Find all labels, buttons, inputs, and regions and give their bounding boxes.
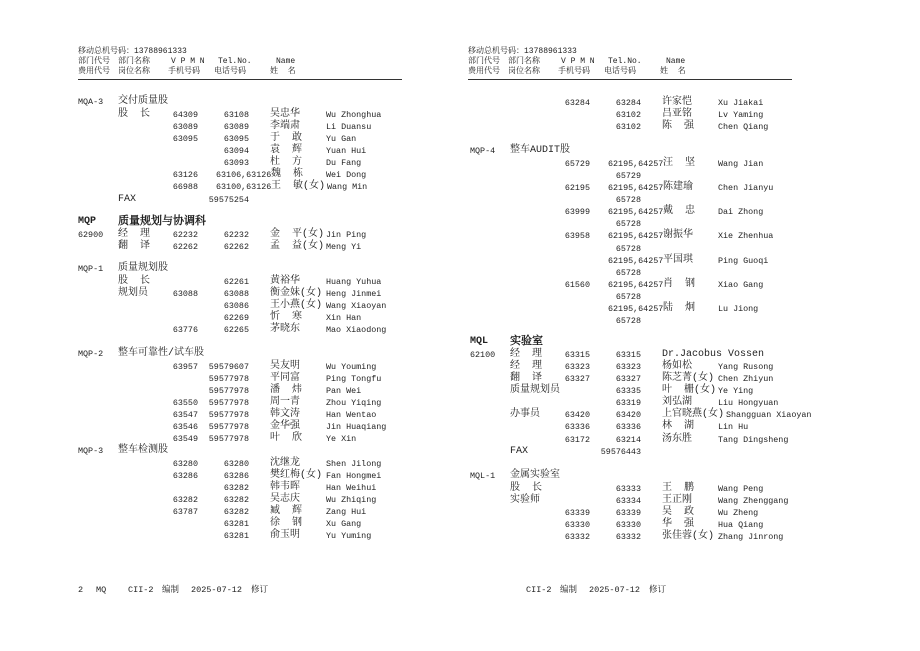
vpmn-number: 63332 bbox=[564, 532, 590, 543]
table-row bbox=[0, 279, 920, 291]
person-name-pinyin: Xu Gang bbox=[326, 519, 362, 530]
person-name-pinyin: Zhang Jinrong bbox=[718, 532, 784, 543]
person-name: 王 敏(女) bbox=[271, 181, 326, 193]
vpmn-number: 63547 bbox=[172, 410, 198, 421]
vpmn-number: 63088 bbox=[172, 288, 198, 299]
vpmn-number: 66988 bbox=[172, 182, 198, 193]
vpmn-number: 63550 bbox=[172, 397, 198, 408]
person-name-pinyin: Yu Gan bbox=[326, 133, 357, 144]
phone-number: 62195,64257 bbox=[608, 182, 664, 193]
table-row bbox=[0, 109, 920, 121]
person-name: 茅晓东 bbox=[270, 324, 300, 336]
phone-number: 63315 bbox=[615, 349, 641, 360]
section-heading bbox=[0, 336, 920, 348]
person-name-pinyin: Yang Rusong bbox=[718, 361, 774, 372]
vpmn-number: 62232 bbox=[172, 229, 198, 240]
column-header: V P M N bbox=[171, 57, 205, 66]
column-header: 部门代号 bbox=[78, 57, 110, 66]
vpmn-number: 63126 bbox=[172, 170, 198, 181]
person-name: 陆 炯 bbox=[663, 303, 696, 315]
phone-number: 63332 bbox=[615, 532, 641, 543]
phone-number: 62232 bbox=[223, 229, 249, 240]
table-row bbox=[0, 446, 920, 458]
column-header: Name bbox=[276, 57, 296, 66]
position-title: 办事员 bbox=[510, 409, 540, 421]
vpmn-number: 63420 bbox=[564, 410, 590, 421]
phone-number: 65728 bbox=[615, 219, 641, 230]
table-row bbox=[0, 519, 920, 531]
person-name: 俞玉明 bbox=[270, 530, 300, 542]
position-title: 股 长 bbox=[118, 108, 151, 120]
person-name-pinyin: Lv Yaming bbox=[718, 110, 764, 121]
table-row bbox=[0, 230, 920, 242]
phone-number: 63335 bbox=[615, 385, 641, 396]
person-name-pinyin: Pan Wei bbox=[326, 385, 362, 396]
person-name: 金 平(女) bbox=[270, 228, 325, 240]
vpmn-number: 63330 bbox=[564, 519, 590, 530]
footer-dept: MQ bbox=[96, 585, 107, 595]
person-name: 叶 欣 bbox=[270, 433, 303, 445]
phone-number: 63088 bbox=[223, 288, 249, 299]
person-name: 吴友明 bbox=[270, 360, 300, 372]
phone-number: 65728 bbox=[615, 243, 641, 254]
person-name: 张佳蓉(女) bbox=[662, 531, 715, 543]
phone-number: 63094 bbox=[223, 145, 249, 156]
person-name: Dr.Jacobus Vossen bbox=[662, 348, 765, 360]
phone-number: 59576443 bbox=[600, 446, 641, 457]
table-row bbox=[0, 194, 920, 206]
phone-number: 59577978 bbox=[208, 397, 249, 408]
column-subheader: 费用代号 bbox=[468, 67, 500, 76]
phone-number: 63282 bbox=[223, 482, 249, 493]
table-row bbox=[0, 409, 920, 421]
column-subheader: 手机号码 bbox=[558, 67, 590, 76]
column-subheader: 手机号码 bbox=[168, 67, 200, 76]
phone-number: 62261 bbox=[223, 276, 249, 287]
phone-number: 65729 bbox=[615, 170, 641, 181]
person-name-pinyin: Xin Han bbox=[326, 312, 362, 323]
column-subheader: 姓 名 bbox=[270, 67, 296, 76]
footer-date: 2025-07-12 bbox=[191, 585, 243, 595]
person-name-pinyin: Wu Zhonghua bbox=[326, 109, 382, 120]
person-name-pinyin: Lu Jiong bbox=[718, 304, 759, 315]
position-title: FAX bbox=[118, 193, 137, 205]
position-title: 股 长 bbox=[510, 482, 543, 494]
person-name-pinyin: Hua Qiang bbox=[718, 519, 764, 530]
cost-code: 62100 bbox=[470, 349, 496, 360]
person-name: 徐 钢 bbox=[270, 518, 303, 530]
person-name: 华 强 bbox=[662, 518, 695, 530]
section-title: 金属实验室 bbox=[510, 470, 560, 481]
column-header: 部门名称 bbox=[118, 57, 150, 66]
person-name-pinyin: Tang Dingsheng bbox=[718, 434, 789, 445]
vpmn-number: 63089 bbox=[172, 121, 198, 132]
footer-doc: CII-2 bbox=[526, 585, 552, 595]
phone-number: 62262 bbox=[223, 241, 249, 252]
person-name: 吴 政 bbox=[662, 506, 695, 518]
footer-page: 2 bbox=[78, 585, 84, 595]
vpmn-number: 63095 bbox=[172, 133, 198, 144]
phone-number: 63106,63126 bbox=[216, 170, 272, 181]
person-name: 魏 栋 bbox=[271, 169, 304, 181]
phone-number: 63339 bbox=[615, 507, 641, 518]
vpmn-number: 63339 bbox=[564, 507, 590, 518]
phone-number: 63281 bbox=[223, 531, 249, 542]
phone-number: 59579607 bbox=[208, 361, 249, 372]
person-name-pinyin: Ping Guoqi bbox=[718, 255, 769, 266]
section-code: MQP-4 bbox=[470, 146, 496, 156]
table-row bbox=[0, 97, 920, 109]
person-name-pinyin: Wang Xiaoyan bbox=[326, 300, 387, 311]
phone-number: 63102 bbox=[615, 122, 641, 133]
section-title: 交付质量股 bbox=[118, 96, 168, 107]
person-name: 于 敢 bbox=[270, 132, 303, 144]
column-subheader: 岗位名称 bbox=[508, 67, 540, 76]
phone-number: 63282 bbox=[223, 494, 249, 505]
person-name-pinyin: Du Fang bbox=[326, 158, 362, 169]
person-name-pinyin: Yu Yuming bbox=[326, 531, 372, 542]
footer-prepared-label: 编制 bbox=[162, 585, 180, 595]
person-name: 刘弘湖 bbox=[662, 397, 692, 409]
column-header: V P M N bbox=[561, 57, 595, 66]
person-name: 李端肃 bbox=[270, 120, 300, 132]
person-name: 韩文涛 bbox=[270, 409, 300, 421]
person-name: 沈继龙 bbox=[270, 457, 300, 469]
column-subheader: 姓 名 bbox=[660, 67, 686, 76]
person-name: 潘 炜 bbox=[270, 384, 303, 396]
phone-number: 62265 bbox=[223, 325, 249, 336]
vpmn-number: 61560 bbox=[564, 280, 590, 290]
phone-number: 59577978 bbox=[208, 422, 249, 433]
phone-number: 62195,64257 bbox=[608, 304, 664, 315]
person-name: 周一青 bbox=[270, 396, 300, 408]
position-title: 经 理 bbox=[510, 360, 543, 372]
table-row bbox=[0, 397, 920, 409]
person-name-pinyin: Han Weihui bbox=[326, 482, 377, 493]
column-subheader: 岗位名称 bbox=[118, 67, 150, 76]
column-header: 部门代号 bbox=[468, 57, 500, 66]
table-row bbox=[0, 361, 920, 373]
phone-number: 63327 bbox=[615, 373, 641, 384]
column-subheader: 电话号码 bbox=[214, 67, 246, 76]
person-name: 谢振华 bbox=[663, 230, 693, 242]
person-name-pinyin: Jin Huaqiang bbox=[326, 422, 387, 433]
section-title: 整车AUDIT股 bbox=[510, 145, 571, 156]
phone-number: 63281 bbox=[223, 519, 249, 530]
vpmn-number: 64309 bbox=[172, 109, 198, 120]
phone-number: 63214 bbox=[615, 434, 641, 445]
person-name: 忻 寒 bbox=[270, 311, 303, 323]
position-title: 翻 译 bbox=[118, 240, 151, 252]
person-name: 袁 辉 bbox=[270, 144, 303, 156]
table-row bbox=[0, 255, 920, 267]
table-row bbox=[0, 303, 920, 315]
column-subheader: 电话号码 bbox=[604, 67, 636, 76]
table-row bbox=[0, 182, 920, 194]
page-footer bbox=[0, 584, 920, 596]
table-row bbox=[0, 434, 920, 446]
phone-number: 62195,64257 bbox=[608, 280, 664, 290]
table-row bbox=[0, 170, 920, 182]
person-name: 许家恺 bbox=[662, 97, 692, 108]
person-name: 臧 辉 bbox=[270, 506, 303, 518]
person-name-pinyin: Li Duansu bbox=[326, 121, 372, 132]
phone-number: 63089 bbox=[223, 121, 249, 132]
vpmn-number: 63958 bbox=[564, 231, 590, 242]
vpmn-number: 63327 bbox=[564, 373, 590, 384]
person-name-pinyin: Fan Hongmei bbox=[326, 470, 382, 481]
position-title: 经 理 bbox=[510, 348, 543, 360]
phone-number: 62195,64257 bbox=[608, 207, 664, 218]
person-name-pinyin: Xu Jiakai bbox=[718, 98, 764, 108]
person-name: 衡金妹(女) bbox=[270, 287, 323, 299]
person-name: 吕亚铭 bbox=[662, 109, 692, 121]
vpmn-number: 63957 bbox=[172, 361, 198, 372]
phone-number: 63095 bbox=[223, 133, 249, 144]
person-name-pinyin: Wei Dong bbox=[326, 170, 367, 181]
person-name-pinyin: Huang Yuhua bbox=[326, 276, 382, 287]
phone-number: 62195,64257 bbox=[608, 255, 664, 266]
person-name-pinyin: Chen Zhiyun bbox=[718, 373, 774, 384]
person-name-pinyin: Heng Jinmei bbox=[326, 288, 382, 299]
phone-number: 63420 bbox=[615, 410, 641, 421]
person-name-pinyin: Meng Yi bbox=[326, 241, 362, 252]
phone-number: 65728 bbox=[615, 194, 641, 205]
person-name: 韩韦晖 bbox=[270, 481, 300, 493]
table-row bbox=[0, 531, 920, 543]
person-name-pinyin: Yuan Hui bbox=[326, 145, 367, 156]
column-header: 部门名称 bbox=[508, 57, 540, 66]
person-name-pinyin: Ye Ying bbox=[718, 385, 754, 396]
table-row bbox=[0, 507, 920, 519]
vpmn-number: 63549 bbox=[172, 434, 198, 445]
section-code: MQL-1 bbox=[470, 471, 496, 481]
section-code: MQP-2 bbox=[78, 349, 104, 359]
phone-number: 63319 bbox=[615, 398, 641, 409]
switchboard-number: 移动总机号码：13788961333 bbox=[468, 47, 577, 56]
phone-number: 63323 bbox=[615, 361, 641, 372]
person-name: 樊红梅(女) bbox=[270, 469, 323, 481]
phone-number: 63108 bbox=[223, 109, 249, 120]
position-title: 质量规划员 bbox=[510, 384, 560, 396]
table-row bbox=[0, 158, 920, 170]
table-row bbox=[0, 218, 920, 230]
section-code: MQA-3 bbox=[78, 97, 104, 107]
section-code: MQP-1 bbox=[78, 264, 104, 274]
phone-number: 65728 bbox=[615, 292, 641, 303]
vpmn-number: 63284 bbox=[564, 98, 590, 108]
section-code: MQL bbox=[470, 336, 489, 347]
vpmn-number: 63172 bbox=[564, 434, 590, 445]
person-name-pinyin: Wang Peng bbox=[718, 483, 764, 494]
table-row bbox=[0, 291, 920, 303]
person-name-pinyin: Mao Xiaodong bbox=[326, 325, 387, 336]
section-heading bbox=[0, 145, 920, 157]
position-title: 规划员 bbox=[118, 287, 148, 299]
person-name: 汪 坚 bbox=[663, 157, 696, 169]
phone-number: 63286 bbox=[223, 470, 249, 481]
footer-revised-label: 修订 bbox=[649, 585, 667, 595]
cost-code: 62900 bbox=[78, 229, 104, 240]
section-code: MQP-3 bbox=[78, 446, 104, 456]
table-row bbox=[0, 267, 920, 279]
position-title: 翻 译 bbox=[510, 372, 543, 384]
vpmn-number: 63286 bbox=[172, 470, 198, 481]
person-name-pinyin: Zhou Yiqing bbox=[326, 397, 382, 408]
person-name: 汤东胜 bbox=[662, 433, 692, 445]
switchboard-number: 移动总机号码：13788961333 bbox=[78, 47, 187, 56]
vpmn-number: 63315 bbox=[564, 349, 590, 360]
section-title: 质量规划与协调科 bbox=[118, 216, 206, 228]
vpmn-number: 63546 bbox=[172, 422, 198, 433]
person-name-pinyin: Liu Hongyuan bbox=[718, 398, 779, 409]
phone-number: 65728 bbox=[615, 267, 641, 278]
person-name-pinyin: Wang Min bbox=[327, 182, 368, 193]
phone-number: 63100,63126 bbox=[216, 182, 272, 193]
column-header: Tel.No. bbox=[218, 57, 252, 66]
person-name-pinyin: Xiao Gang bbox=[718, 280, 764, 290]
person-name-pinyin: Wang Jian bbox=[718, 158, 764, 169]
vpmn-number: 65729 bbox=[564, 158, 590, 169]
table-row bbox=[0, 385, 920, 397]
table-row bbox=[0, 240, 920, 255]
person-name: 陈芝菁(女) bbox=[662, 372, 715, 384]
section-title: 整车可靠性/试车股 bbox=[118, 348, 205, 359]
person-name: 戴 忠 bbox=[663, 206, 696, 218]
phone-number: 63284 bbox=[615, 98, 641, 108]
section-heading bbox=[0, 470, 920, 482]
person-name: 吴忠华 bbox=[270, 108, 300, 120]
phone-number: 63330 bbox=[615, 519, 641, 530]
table-row bbox=[0, 373, 920, 385]
phone-number: 65728 bbox=[615, 316, 641, 327]
phone-number: 63102 bbox=[615, 110, 641, 121]
person-name-pinyin: Jin Ping bbox=[326, 229, 367, 240]
vpmn-number: 62262 bbox=[172, 241, 198, 252]
position-title: 实验师 bbox=[510, 494, 540, 506]
footer-revised-label: 修订 bbox=[251, 585, 269, 595]
person-name: 上官晓燕(女) bbox=[662, 409, 725, 421]
vpmn-number: 63787 bbox=[172, 507, 198, 518]
person-name-pinyin: Lin Hu bbox=[718, 422, 749, 433]
table-row bbox=[0, 315, 920, 327]
phone-number: 59577978 bbox=[208, 410, 249, 421]
phone-number: 63282 bbox=[223, 507, 249, 518]
person-name: 杨如松 bbox=[662, 360, 692, 372]
person-name: 叶 栅(女) bbox=[662, 384, 717, 396]
table-row bbox=[0, 483, 920, 495]
section-title: 质量规划股 bbox=[118, 263, 168, 274]
person-name: 陈建瑜 bbox=[663, 181, 693, 193]
person-name-pinyin: Xie Zhenhua bbox=[718, 231, 774, 242]
phone-number: 62195,64257 bbox=[608, 231, 664, 242]
person-name: 王 鹏 bbox=[662, 482, 695, 494]
phone-number: 59577978 bbox=[208, 385, 249, 396]
person-name: 杜 方 bbox=[270, 157, 303, 169]
person-name: 吴志庆 bbox=[270, 493, 300, 505]
person-name-pinyin: Zang Hui bbox=[326, 507, 367, 518]
person-name-pinyin: Han Wentao bbox=[326, 410, 377, 421]
person-name-pinyin: Wu Youming bbox=[326, 361, 377, 372]
header-rule bbox=[468, 79, 792, 80]
person-name: 肖 钢 bbox=[663, 279, 696, 290]
phone-number: 59577978 bbox=[208, 434, 249, 445]
vpmn-number: 63776 bbox=[172, 325, 198, 336]
vpmn-number: 63282 bbox=[172, 494, 198, 505]
column-subheader-row bbox=[0, 66, 920, 78]
table-row bbox=[0, 121, 920, 133]
section-title: 整车检测股 bbox=[118, 445, 168, 456]
person-name-pinyin: Shangguan Xiaoyan bbox=[726, 410, 812, 421]
person-name-pinyin: Wu Zhiqing bbox=[326, 494, 377, 505]
position-title: FAX bbox=[510, 445, 529, 457]
phone-number: 63280 bbox=[223, 458, 249, 469]
column-subheader: 费用代号 bbox=[78, 67, 110, 76]
table-row bbox=[0, 421, 920, 433]
person-name-pinyin: Ping Tongfu bbox=[326, 373, 382, 384]
footer-doc: CII-2 bbox=[128, 585, 154, 595]
phone-number: 63093 bbox=[223, 158, 249, 169]
vpmn-number: 63336 bbox=[564, 422, 590, 433]
person-name: 平同富 bbox=[270, 372, 300, 384]
vpmn-number: 63280 bbox=[172, 458, 198, 469]
phone-number: 63086 bbox=[223, 300, 249, 311]
person-name: 林 湖 bbox=[662, 421, 695, 433]
phone-number: 62195,64257 bbox=[608, 158, 664, 169]
person-name-pinyin: Chen Qiang bbox=[718, 122, 769, 133]
section-title: 实验室 bbox=[510, 336, 543, 348]
column-header: Name bbox=[666, 57, 686, 66]
table-row bbox=[0, 349, 920, 361]
phone-number: 59577978 bbox=[208, 373, 249, 384]
person-name: 孟 益(女) bbox=[270, 240, 325, 252]
section-code: MQP bbox=[78, 216, 97, 227]
phone-number: 62269 bbox=[223, 312, 249, 323]
table-row bbox=[0, 206, 920, 218]
phone-number: 63333 bbox=[615, 483, 641, 494]
person-name: 陈 强 bbox=[662, 121, 695, 133]
person-name-pinyin: Chen Jianyu bbox=[718, 182, 774, 193]
person-name-pinyin: Wang Zhenggang bbox=[718, 495, 789, 506]
position-title: 股 长 bbox=[118, 275, 151, 287]
person-name-pinyin: Dai Zhong bbox=[718, 207, 764, 218]
position-title: 经 理 bbox=[118, 228, 151, 240]
footer-date: 2025-07-12 bbox=[589, 585, 641, 595]
table-row bbox=[0, 495, 920, 507]
phone-number: 63334 bbox=[615, 495, 641, 506]
vpmn-number: 63999 bbox=[564, 207, 590, 218]
person-name: 王小燕(女) bbox=[270, 299, 323, 311]
phone-number: 63336 bbox=[615, 422, 641, 433]
person-name-pinyin: Ye Xin bbox=[326, 434, 357, 445]
footer-prepared-label: 编制 bbox=[560, 585, 578, 595]
person-name: 金华强 bbox=[270, 421, 300, 433]
person-name: 黄裕华 bbox=[270, 275, 300, 287]
person-name-pinyin: Shen Jilong bbox=[326, 458, 382, 469]
vpmn-number: 62195 bbox=[564, 182, 590, 193]
phone-number: 59575254 bbox=[208, 194, 249, 205]
person-name: 平国琪 bbox=[663, 254, 693, 266]
person-name-pinyin: Wu Zheng bbox=[718, 507, 759, 518]
vpmn-number: 63323 bbox=[564, 361, 590, 372]
person-name: 王正刚 bbox=[662, 494, 692, 506]
column-header: Tel.No. bbox=[608, 57, 642, 66]
